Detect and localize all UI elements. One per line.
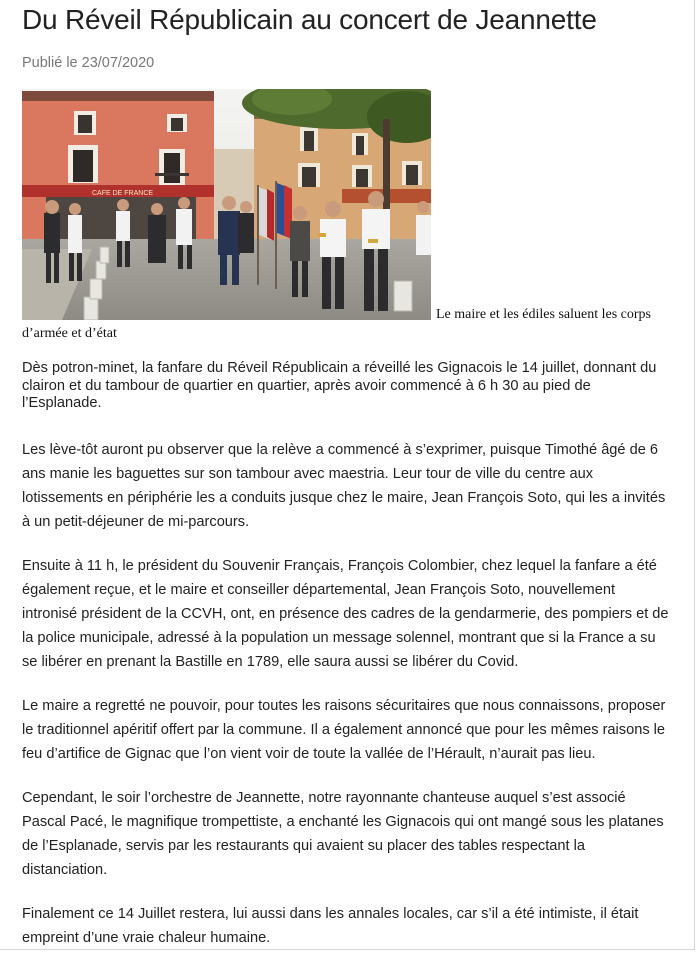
article-paragraph: Ensuite à 11 h, le président du Souvenir Français, François Colombier, chez lequel la fanfare a été également reçue, et le maire et conseiller départemental, Jean François Soto, nouvellement intronisé président de la CCVH, ont, en présence des cadres de la gendarmerie, des pompiers et de la police municipale, adressé à la population un message solennel, montrant que si la France a su se libérer en prenant la Bastille en 1789, elle saura aussi se libérer du Covid. [22, 557, 669, 670]
publish-date: Publié le 23/07/2020 [22, 55, 155, 71]
article-photo [22, 89, 431, 320]
shop-sign-text: CAFE DE FRANCE [92, 190, 154, 197]
photo-caption-continued: d’armée et d’état [22, 326, 117, 341]
photo-caption: Le maire et les édiles saluent les corps [436, 307, 651, 322]
article-body [22, 360, 672, 970]
article-title: Du Réveil Républicain au concert de Jeannette [22, 4, 597, 35]
article-paragraph: Dès potron-minet, la fanfare du Réveil Républicain a réveillé les Gignacois le 14 juillet, donnant du clairon et du tambour de quartier en quartier, après avoir commencé à 6 h 30 au pied de l’Esplanade. [22, 360, 657, 411]
article-paragraph: Cependant, le soir l’orchestre de Jeannette, notre rayonnante chanteuse auquel s’est associé Pascal Pacé, le magnifique trompettiste, a enchanté les Gignacois qui ont mangé sous les platanes de l’Esplanade, servis par les restaurants qui avaient su placer des tables respectant la distanciation. [22, 789, 664, 878]
article-paragraph: Le maire a regretté ne pouvoir, pour toutes les raisons sécuritaires que nous connaissons, proposer le traditionnel apéritif offert par la commune. Il a également annoncé que pour les mêmes raisons le feu d’artifice de Gignac que l’on vient voir de toute la vallée de l’Hérault, n’aurait pas lieu. [22, 697, 666, 762]
article-paragraph: Finalement ce 14 Juillet restera, lui aussi dans les annales locales, car s’il a été intimiste, il était empreint d’une vraie chaleur humaine. [22, 905, 639, 946]
article-paragraph: Les lève-tôt auront pu observer que la relève a commencé à s’exprimer, puisque Timothé âgé de 6 ans manie les baguettes sur son tambour avec maestria. Leur tour de ville du centre aux lotissements en périphérie les a conduits jusque chez le maire, Jean François Soto, qui les a invités à un petit-déjeuner de mi-parcours. [22, 441, 666, 530]
